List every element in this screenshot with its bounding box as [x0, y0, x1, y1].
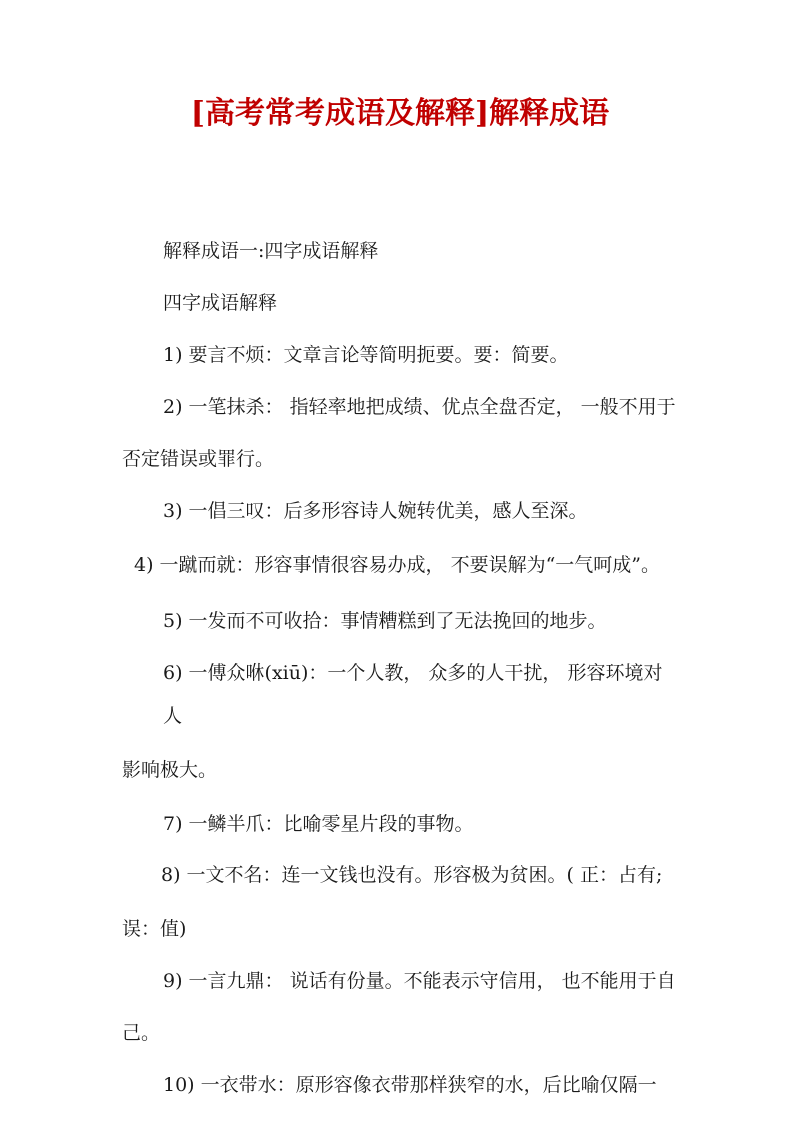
document-title: [高考常考成语及解释]解释成语	[190, 96, 610, 131]
paragraph-line: 解释成语一:四字成语解释	[163, 240, 379, 262]
paragraph-line: 2) 一笔抹杀： 指轻率地把成绩、优点全盘否定， 一般不用于	[163, 396, 676, 418]
paragraph-line: 3) 一倡三叹：后多形容诗人婉转优美，感人至深。	[163, 500, 588, 522]
paragraph-line: 误：值)	[122, 918, 187, 940]
paragraph-line: 1) 要言不烦：文章言论等简明扼要。要：简要。	[163, 344, 569, 366]
paragraph-line: 9) 一言九鼎： 说话有份量。不能表示守信用， 也不能用于自	[163, 970, 676, 992]
paragraph-line: 四字成语解释	[163, 292, 278, 314]
paragraph-line: 7) 一鳞半爪：比喻零星片段的事物。	[163, 813, 474, 835]
paragraph-line: 8) 一文不名：连一文钱也没有。形容极为贫困。( 正：占有;	[161, 864, 663, 886]
paragraph-line: 否定错误或罪行。	[122, 448, 275, 470]
paragraph-line: 己。	[122, 1022, 161, 1044]
paragraph-line: 人	[163, 705, 183, 727]
paragraph-line: 影响极大。	[122, 759, 218, 781]
paragraph-line: 6) 一傅众咻(xiū)：一个人教， 众多的人干扰， 形容环境对	[163, 662, 663, 684]
paragraph-line: 4) 一蹴而就：形容事情很容易办成， 不要误解为“一气呵成”。	[134, 554, 661, 576]
paragraph-line: 5) 一发而不可收拾：事情糟糕到了无法挽回的地步。	[163, 610, 607, 632]
paragraph-line: 10) 一衣带水：原形容像衣带那样狭窄的水，后比喻仅隔一	[163, 1074, 657, 1096]
